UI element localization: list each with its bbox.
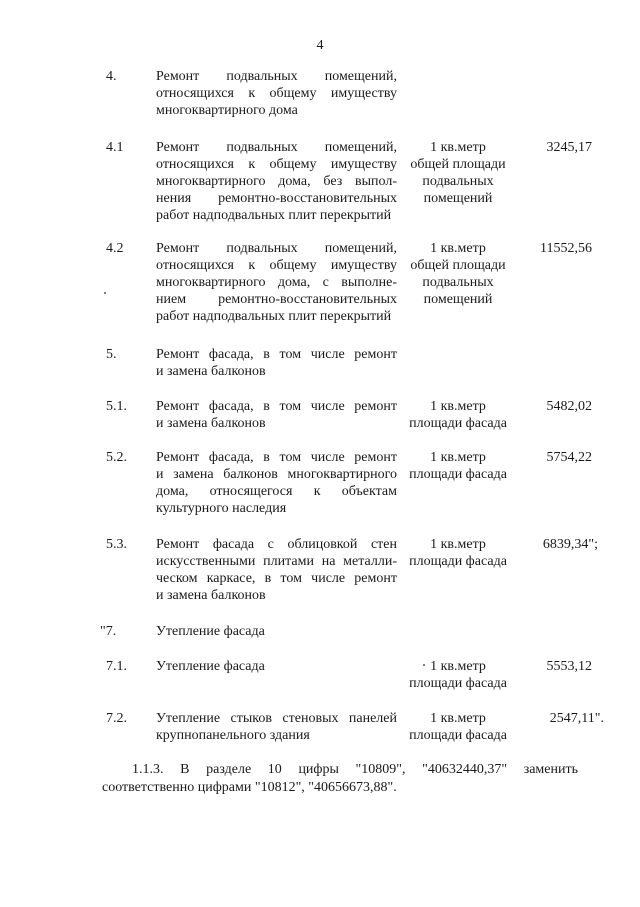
item-price: 6839,34"; bbox=[542, 537, 598, 552]
description-line: Ремонт подвальных помещений, bbox=[156, 69, 397, 84]
item-description bbox=[156, 68, 397, 119]
unit-line: подвальных bbox=[422, 275, 494, 290]
item-number: 5.1. bbox=[106, 399, 127, 414]
item-price: 11552,56 bbox=[540, 241, 592, 256]
paragraph-line: 1.1.3. В разделе 10 цифры "10809", "40632440,37" заменить bbox=[132, 762, 578, 777]
item-price: 5482,02 bbox=[546, 399, 592, 414]
item-description bbox=[156, 710, 397, 744]
description-line: работ надподвальных плит перекрытий bbox=[156, 208, 392, 223]
description-line: Утепление фасада bbox=[156, 624, 265, 639]
item-description bbox=[156, 658, 397, 675]
description-line: Утепление стыков стеновых панелей bbox=[156, 711, 397, 726]
item-number: 7.2. bbox=[106, 711, 127, 726]
page-number: 4 bbox=[316, 38, 324, 53]
unit-line: помещений bbox=[423, 191, 493, 206]
description-line: относящихся к общему имуществу bbox=[156, 157, 397, 172]
item-description bbox=[156, 623, 397, 640]
description-line: Ремонт подвальных помещений, bbox=[156, 140, 397, 155]
unit-line: площади фасада bbox=[409, 554, 507, 569]
description-line: Ремонт фасада, в том числе ремонт bbox=[156, 399, 397, 414]
item-number: 5.2. bbox=[106, 450, 127, 465]
description-line: культурного наследия bbox=[156, 501, 287, 516]
item-description bbox=[156, 536, 397, 604]
item-description bbox=[156, 139, 397, 224]
item-description bbox=[156, 346, 397, 380]
description-line: нием ремонтно-восстановительных bbox=[156, 292, 397, 307]
description-line: Ремонт фасада, в том числе ремонт bbox=[156, 450, 397, 465]
item-price: 5754,22 bbox=[546, 450, 592, 465]
item-unit bbox=[400, 139, 516, 207]
description-line: и замена балконов bbox=[156, 588, 266, 603]
item-unit bbox=[400, 240, 516, 308]
paragraph-line: соответственно цифрами "10812", "40656673,88". bbox=[102, 780, 397, 795]
item-number: 4.2 bbox=[106, 241, 124, 256]
unit-line: 1 кв.метр bbox=[430, 711, 486, 726]
item-number: "7. bbox=[100, 624, 117, 639]
item-unit bbox=[400, 536, 516, 570]
item-unit bbox=[400, 398, 516, 432]
unit-line: подвальных bbox=[422, 174, 494, 189]
description-line: многоквартирного дома, без выпол- bbox=[156, 174, 397, 189]
unit-line: 1 кв.метр bbox=[430, 450, 486, 465]
item-price: 5553,12 bbox=[546, 659, 592, 674]
unit-line: 1 кв.метр bbox=[430, 241, 486, 256]
unit-line: общей площади bbox=[410, 157, 506, 172]
description-line: крупнопанельного здания bbox=[156, 728, 310, 743]
item-description bbox=[156, 449, 397, 517]
item-number: 7.1. bbox=[106, 659, 127, 674]
item-unit bbox=[400, 449, 516, 483]
item-unit bbox=[400, 710, 516, 744]
unit-line: площади фасада bbox=[409, 728, 507, 743]
item-price: 2547,11". bbox=[549, 711, 604, 726]
item-description bbox=[156, 240, 397, 325]
amendment-paragraph bbox=[102, 761, 578, 797]
unit-line: площади фасада bbox=[409, 676, 507, 691]
item-description bbox=[156, 398, 397, 432]
unit-line: площади фасада bbox=[409, 467, 507, 482]
unit-line: 1 кв.метр bbox=[430, 399, 486, 414]
description-line: многоквартирного дома, с выполне- bbox=[156, 275, 397, 290]
item-number: 4.1 bbox=[106, 140, 124, 155]
description-line: дома, относящегося к объектам bbox=[156, 484, 397, 499]
description-line: и замена балконов bbox=[156, 416, 266, 431]
scan-speck bbox=[104, 292, 106, 294]
unit-line: 1 кв.метр bbox=[430, 659, 486, 674]
item-number: 5. bbox=[106, 347, 117, 362]
item-number: 5.3. bbox=[106, 537, 127, 552]
item-unit bbox=[400, 658, 516, 692]
unit-line: 1 кв.метр bbox=[430, 140, 486, 155]
item-price: 3245,17 bbox=[546, 140, 592, 155]
scan-speck bbox=[423, 664, 425, 666]
description-line: относящихся к общему имуществу bbox=[156, 258, 397, 273]
description-line: Ремонт фасада с облицовкой стен bbox=[156, 537, 397, 552]
description-line: искусственными плитами на металли- bbox=[156, 554, 397, 569]
description-line: работ надподвальных плит перекрытий bbox=[156, 309, 392, 324]
item-number: 4. bbox=[106, 69, 117, 84]
description-line: и замена балконов многоквартирного bbox=[156, 467, 397, 482]
description-line: многоквартирного дома bbox=[156, 103, 298, 118]
description-line: нения ремонтно-восстановительных bbox=[156, 191, 397, 206]
unit-line: общей площади bbox=[410, 258, 506, 273]
description-line: относящихся к общему имуществу bbox=[156, 86, 397, 101]
description-line: ческом каркасе, в том числе ремонт bbox=[156, 571, 397, 586]
description-line: Ремонт подвальных помещений, bbox=[156, 241, 397, 256]
unit-line: 1 кв.метр bbox=[430, 537, 486, 552]
unit-line: помещений bbox=[423, 292, 493, 307]
description-line: Утепление фасада bbox=[156, 659, 265, 674]
unit-line: площади фасада bbox=[409, 416, 507, 431]
description-line: Ремонт фасада, в том числе ремонт bbox=[156, 347, 397, 362]
description-line: и замена балконов bbox=[156, 364, 266, 379]
